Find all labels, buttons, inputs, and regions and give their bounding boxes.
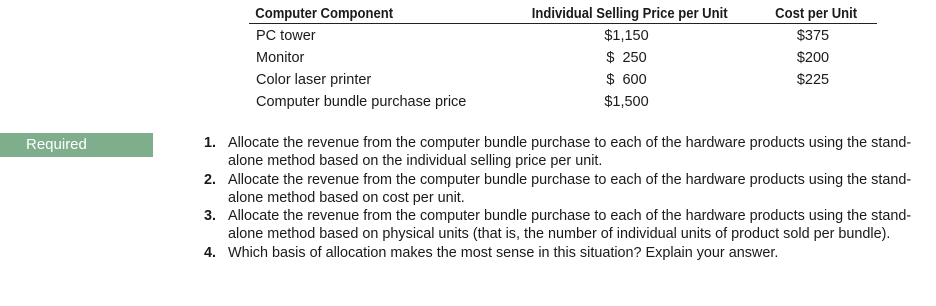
list-item <box>204 207 932 244</box>
header-selling-price: Individual Selling Price per Unit <box>516 4 737 24</box>
item-number: 2. <box>204 171 217 188</box>
unit-cost <box>749 90 877 112</box>
cost-table <box>249 4 877 112</box>
component-name: Computer bundle purchase price <box>256 94 467 110</box>
table-row <box>249 90 877 112</box>
header-cost: Cost per Unit <box>755 4 870 24</box>
item-number: 1. <box>204 135 217 151</box>
item-text: Allocate the revenue from the computer bundle purchase to each of the hardware products using the stand-alone method based on cost per unit. <box>228 171 912 206</box>
header-component: Computer Component <box>249 4 479 24</box>
item-number: 4. <box>204 244 217 261</box>
required-badge: Required <box>0 133 153 157</box>
component-name: PC tower <box>256 28 316 44</box>
component-name: Monitor <box>256 50 305 66</box>
selling-price: $ 600 <box>606 72 647 88</box>
list-item <box>204 134 932 171</box>
item-text: Allocate the revenue from the computer bundle purchase to each of the hardware products using the stand-alone method based on physical units (that is, the number of individual units of product sold per bundle). <box>228 208 912 243</box>
component-name: Color laser printer <box>256 72 372 88</box>
table-row <box>249 68 877 90</box>
table-header-row <box>249 4 877 24</box>
list-item <box>204 171 932 208</box>
item-number: 3. <box>204 208 217 225</box>
item-text: Which basis of allocation makes the most sense in this situation? Explain your answer. <box>228 244 779 261</box>
unit-cost: $225 <box>796 72 830 88</box>
selling-price: $ 250 <box>606 50 647 66</box>
selling-price: $1,500 <box>604 94 649 110</box>
unit-cost: $375 <box>796 28 830 44</box>
table-row <box>249 46 877 68</box>
requirements-list <box>204 134 932 262</box>
selling-price: $1,150 <box>604 28 649 44</box>
unit-cost: $200 <box>796 50 830 66</box>
list-item <box>204 244 932 262</box>
table-row <box>249 24 877 47</box>
item-text: Allocate the revenue from the computer bundle purchase to each of the hardware products using the stand-alone method based on the individual selling price per unit. <box>228 135 912 170</box>
